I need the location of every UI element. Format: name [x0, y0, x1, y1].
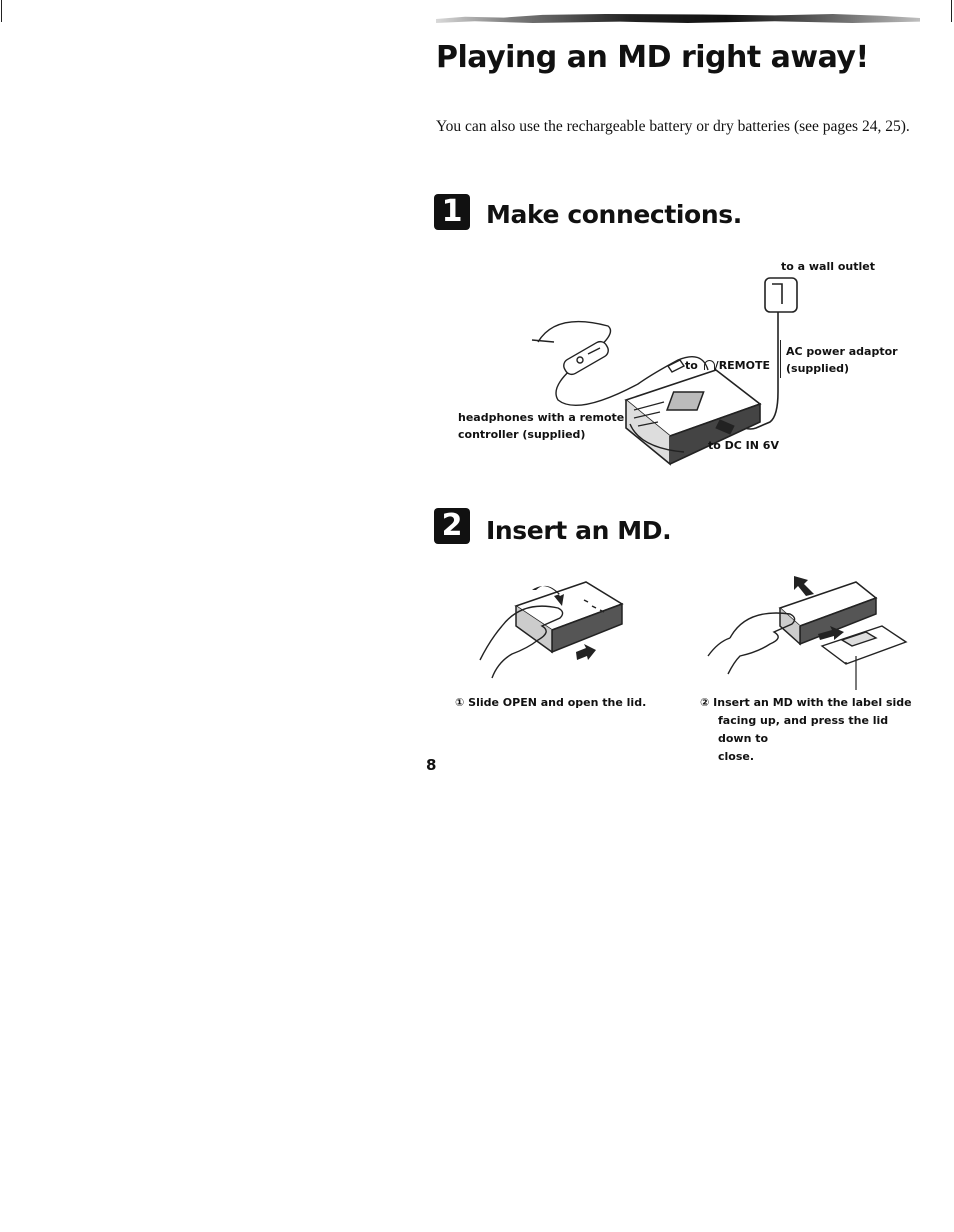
- label-remote-jack: [685, 357, 770, 374]
- step-2-heading: Insert an MD.: [486, 516, 672, 545]
- header-band: [436, 14, 920, 23]
- headphone-icon: [704, 360, 715, 370]
- label-ac-adaptor-line2: (supplied): [786, 362, 850, 375]
- remote-controller-icon: [561, 339, 611, 377]
- slide-arrow-icon: [576, 644, 596, 660]
- caption-2-line2: facing up, and press the lid down to: [718, 714, 889, 745]
- adaptor-label-rule: [780, 340, 781, 378]
- caption-2-line3: close.: [718, 750, 755, 763]
- step-1-heading: Make connections.: [486, 200, 742, 229]
- label-ac-adaptor-line1: AC power adaptor: [786, 345, 898, 358]
- page-edge-right: [951, 0, 952, 22]
- label-remote-prefix: to: [685, 359, 698, 372]
- caption-1-marker: ①: [455, 696, 465, 709]
- step-2-caption-1: [455, 694, 655, 712]
- step-2-badge: 2: [434, 508, 470, 544]
- intro-text: You can also use the rechargeable battery or dry batteries (see pages 24, 25).: [436, 118, 910, 135]
- page-title: Playing an MD right away!: [436, 40, 869, 75]
- label-headphones-line2: controller (supplied): [458, 428, 586, 441]
- insert-md-illustration: [700, 572, 910, 692]
- close-arrow-icon: [794, 576, 814, 596]
- page-edge-left: [1, 0, 2, 22]
- step-2-caption-2: [700, 694, 925, 766]
- label-remote-suffix: /REMOTE: [714, 359, 770, 372]
- label-dc-in: to DC IN 6V: [708, 439, 779, 452]
- ac-adaptor-icon: [765, 278, 797, 312]
- caption-1-text: Slide OPEN and open the lid.: [468, 696, 647, 709]
- label-headphones-line1: headphones with a remote: [458, 411, 625, 424]
- label-wall-outlet: to a wall outlet: [781, 260, 875, 273]
- open-lid-illustration: [476, 576, 636, 688]
- step-1-badge: 1: [434, 194, 470, 230]
- caption-2-marker: ②: [700, 696, 710, 709]
- caption-2-line1: Insert an MD with the label side: [713, 696, 912, 709]
- page-number: 8: [426, 756, 437, 774]
